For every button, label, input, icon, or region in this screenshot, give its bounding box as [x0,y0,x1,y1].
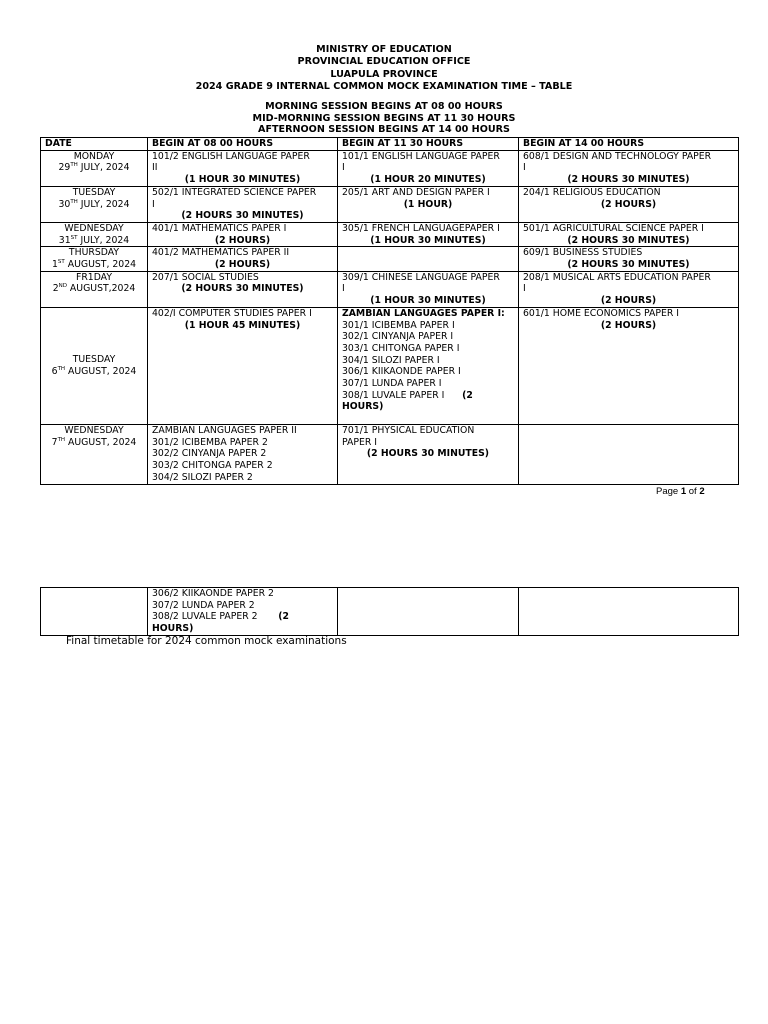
exam-line: PAPER I [342,436,378,448]
exam-day: WEDNESDAY [64,424,124,436]
page-of: of [688,486,697,497]
exam-duration: (2 HOURS 30 MINUTES) [567,259,690,271]
cell-afternoon [519,424,739,484]
exam-date: 1ST AUGUST, 2024 [51,258,137,271]
exam-duration: (1 HOUR 30 MINUTES) [370,295,486,307]
exam-line: 306/2 KIIKAONDE PAPER 2 [152,588,274,599]
table-row [41,186,739,222]
exam-line: 308/2 LUVALE PAPER 2 (2 [152,611,289,623]
cell-mid-morning [338,424,519,484]
timetable-body [41,150,739,484]
cell-afternoon [519,222,739,246]
exam-duration: (2 HOURS 30 MINUTES) [567,234,690,246]
exam-line: 304/2 SILOZI PAPER 2 [152,471,253,483]
header-morning: BEGIN AT 08 00 HOURS [148,138,338,151]
exam-day: MONDAY [73,150,115,162]
cell-afternoon [519,271,739,307]
exam-date: 31ST JULY, 2024 [58,234,130,246]
header-date: DATE [41,138,148,151]
cell-date [41,222,148,246]
exam-line: 608/1 DESIGN AND TECHNOLOGY PAPER [523,150,712,162]
exam-line: 302/1 CINYANJA PAPER I [342,331,454,343]
cell-afternoon [519,247,739,271]
table-row [41,307,739,424]
cell-morning [148,424,338,484]
document-header [0,44,768,94]
page-number [656,486,705,497]
exam-line: 204/1 RELIGIOUS EDUCATION [523,186,661,198]
cell-afternoon [519,150,739,186]
exam-line: 301/1 ICIBEMBA PAPER I [342,319,455,331]
cell-afternoon [519,186,739,222]
exam-duration: (2 HOURS 30 MINUTES) [366,448,490,460]
exam-line: 401/1 MATHEMATICS PAPER I [152,222,287,234]
exam-duration: (2 HOURS) [214,234,271,246]
exam-duration: (2 HOURS 30 MINUTES) [567,174,690,186]
exam-duration: (2 HOURS) [214,259,271,271]
exam-day: TUESDAY [72,354,116,366]
cell-morning [148,307,338,424]
exam-duration: (2 HOURS) [600,198,657,210]
cell-afternoon [519,307,739,424]
cell-morning [148,271,338,307]
exam-line: I [152,198,155,210]
session-mid-morning: MID-MORNING SESSION BEGINS AT 11 30 HOURS [252,112,516,124]
header-ministry: MINISTRY OF EDUCATION [316,44,452,55]
exam-line: I [523,162,526,174]
exam-line: 302/2 CINYANJA PAPER 2 [152,448,267,460]
exam-group-title: ZAMBIAN LANGUAGES PAPER I: [342,307,505,319]
session-morning: MORNING SESSION BEGINS AT 08 00 HOURS [265,101,503,112]
cell-morning [148,150,338,186]
timetable-continuation [40,587,739,636]
exam-date: 30TH JULY, 2024 [58,198,130,210]
exam-duration: (1 HOUR) [403,198,453,210]
exam-line: 306/1 KIIKAONDE PAPER I [342,366,461,378]
cell-mid-morning [338,222,519,246]
exam-line: ZAMBIAN LANGUAGES PAPER II [152,424,297,436]
header-mid-morning: BEGIN AT 11 30 HOURS [338,138,519,151]
exam-duration: (1 HOUR 45 MINUTES) [184,319,301,331]
timetable [40,137,739,485]
table-header-row [41,138,739,151]
page-total: 2 [699,486,705,497]
page-label: Page [656,486,679,497]
exam-day: WEDNESDAY [64,222,124,234]
exam-line: 502/1 INTEGRATED SCIENCE PAPER [152,186,317,198]
exam-line: 307/2 LUNDA PAPER 2 [152,599,255,611]
exam-line: I [523,283,526,295]
header-afternoon: BEGIN AT 14 00 HOURS [519,138,739,151]
footer-note: Final timetable for 2024 common mock examinations [66,635,347,647]
exam-duration: (1 HOUR 30 MINUTES) [184,174,301,186]
table-row [41,222,739,246]
exam-duration: (2 HOURS 30 MINUTES) [181,283,304,295]
exam-date: 7TH AUGUST, 2024 [51,436,137,448]
exam-line: 307/1 LUNDA PAPER I [342,378,442,390]
exam-line: 401/2 MATHEMATICS PAPER II [152,247,290,259]
exam-day: FR1DAY [75,271,113,283]
cell-date [41,247,148,271]
table-row [41,424,739,484]
exam-line: 309/1 CHINESE LANGUAGE PAPER [342,271,500,283]
exam-line: 303/1 CHITONGA PAPER I [342,342,460,354]
exam-duration: (2 HOURS) [600,319,657,331]
exam-date: 2ND AUGUST,2024 [52,283,136,295]
exam-line: 207/1 SOCIAL STUDIES [152,271,259,283]
table-row [41,247,739,271]
cell-morning [148,186,338,222]
exam-line: 402/I COMPUTER STUDIES PAPER I [152,307,312,319]
exam-line: 609/1 BUSINESS STUDIES [523,247,643,259]
exam-line: 308/1 LUVALE PAPER I (2 [342,389,473,401]
cell-mid-morning [338,307,519,424]
cell-morning [148,222,338,246]
cell-date [41,271,148,307]
table-row [41,150,739,186]
header-title: 2024 GRADE 9 INTERNAL COMMON MOCK EXAMINATION TIME – TABLE [195,81,573,93]
table-row [41,588,739,636]
cell-morning [148,588,338,636]
exam-day: TUESDAY [72,186,116,198]
cell-mid-morning [338,186,519,222]
cell-mid-morning [338,150,519,186]
exam-line: 205/1 ART AND DESIGN PAPER I [342,186,490,198]
header-province: LUAPULA PROVINCE [330,68,438,80]
page-current: 1 [680,486,687,497]
exam-line: I [342,283,345,295]
session-times [0,101,768,136]
cell-date [41,588,148,636]
cell-date [41,150,148,186]
cell-mid-morning [338,247,519,271]
exam-date: 6TH AUGUST, 2024 [51,365,137,377]
exam-duration: (1 HOUR 30 MINUTES) [370,234,486,246]
exam-line: 304/1 SILOZI PAPER I [342,354,440,366]
exam-line: 305/1 FRENCH LANGUAGEPAPER I [342,222,500,234]
exam-line: 701/1 PHYSICAL EDUCATION [342,424,475,436]
cell-date [41,424,148,484]
header-office: PROVINCIAL EDUCATION OFFICE [297,56,471,68]
exam-line: II [152,162,158,174]
exam-line: 501/1 AGRICULTURAL SCIENCE PAPER I [523,222,704,234]
exam-line: 301/2 ICIBEMBA PAPER 2 [152,436,268,448]
exam-duration: (1 HOUR 20 MINUTES) [370,174,486,186]
exam-line: 101/1 ENGLISH LANGUAGE PAPER [342,150,500,162]
table-row [41,271,739,307]
exam-line: 601/1 HOME ECONOMICS PAPER I [523,307,679,319]
exam-line: 101/2 ENGLISH LANGUAGE PAPER [152,150,310,162]
exam-line: 303/2 CHITONGA PAPER 2 [152,459,273,471]
session-afternoon: AFTERNOON SESSION BEGINS AT 14 00 HOURS [258,124,510,136]
exam-duration: (2 HOURS) [600,295,657,307]
exam-duration: HOURS) [152,623,194,635]
cell-mid-morning [338,271,519,307]
exam-line: 208/1 MUSICAL ARTS EDUCATION PAPER [523,271,711,283]
exam-duration: (2 HOURS 30 MINUTES) [181,210,304,222]
cell-afternoon [519,588,739,636]
cell-date [41,307,148,424]
cell-date [41,186,148,222]
exam-day: THURSDAY [68,247,120,259]
exam-line: I [342,162,345,174]
cell-morning [148,247,338,271]
exam-duration: HOURS) [342,401,384,413]
cell-mid-morning [338,588,519,636]
exam-date: 29TH JULY, 2024 [58,162,130,174]
